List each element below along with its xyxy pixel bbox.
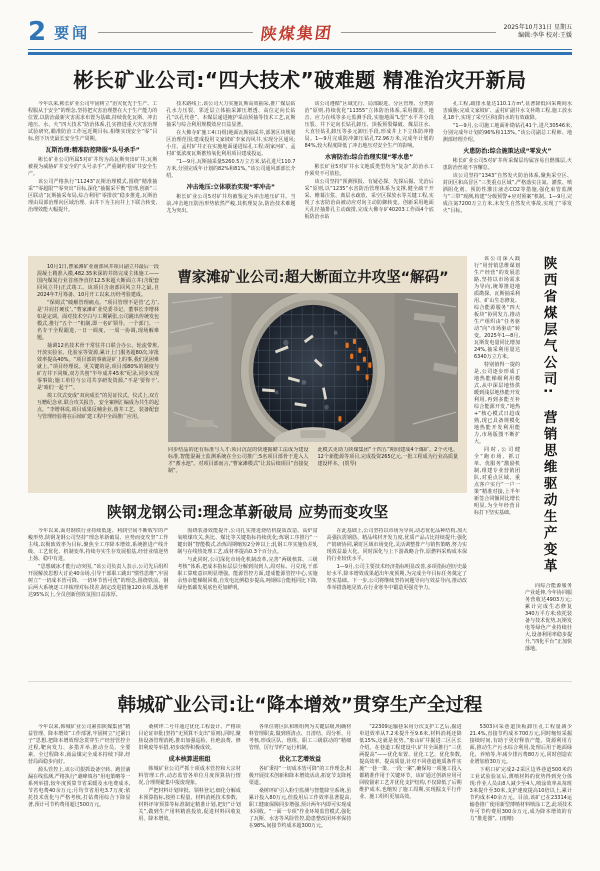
- body-paragraph: “保姆式”破解管理痛点。“项目管理不是管‘乙方’,是‘并肩打硬仗’。”曹家滩矿业党委书记、董事长李增林如是定调。面对技术空白与工期紧张,公司跳出传统发包模式,推行“五个一”机制,即一名矿领导、一个部门、一名专干全程跟进,一日一调度、一周一协调,现场解难题。: [37, 300, 159, 341]
- body-paragraph: 各矿秉持“一切成本皆可降”的工作理念,积极开展技术创新和降本增效活动,拓宽节支降耗渠道。: [248, 766, 352, 786]
- article-column: [525, 583, 572, 674]
- body-paragraph: 严把材料计划审批、领料登记,细化分解成本预算指标,按照工程量、材料消耗技术参数、材料评审预算等标准制定精准计划,把好“计划关”,做到生产用料精准投放,促进材料回收复用、降本增效。: [138, 788, 241, 822]
- editor-credits: 编辑:李华 校对:王媛: [518, 32, 573, 39]
- article-column: [359, 724, 461, 871]
- body-paragraph: 向综合能源服务产业延伸,今年协同服务营收达4903万元;累计完成生态修复340万平方米;依托装备与技术优势,瓦斯发电等绿色产业持续壮大,设备利用率稳步提升,“四化平台”正加快落地。: [525, 583, 572, 653]
- photo-caption: [168, 447, 458, 485]
- body-paragraph: 该公司深入践行“用营销思维谋划生产经营”的发展思路,坚持以市场需求为导向,统筹推进地质勘探、瓦斯抽采利用、矿山生态修复、综合能源服务“四大板块”协同发力,推动生产组织由“任务驱动”向“市场驱动”转变。2025年1—8月,瓦斯发电量同比增加24%,抽采利用量达6340万立方米。: [474, 256, 520, 360]
- article-column: [327, 528, 467, 674]
- article-hancheng: [28, 681, 572, 871]
- column-subhead: 成本核算进班组: [168, 756, 211, 763]
- article-binchang-body: [28, 101, 572, 249]
- body-paragraph: 在大佛寺矿施工4口(组)地面瓦斯抽采井,部署区块规划区治理范围;建成投用文家坡矿李家沟风井,实现分区通风;小庄、孟村矿井正在实施地面递进钻孔工程;胡家河矿、孟村矿低浓度瓦斯蓄热氧化利用项目建成投运。: [166, 130, 296, 157]
- column-subhead: 优化工艺增效益: [279, 756, 322, 763]
- article-column: [28, 724, 130, 871]
- body-paragraph: 各单位将区队和班组列为关键层级,明确材料管理职责,做到班清点、日清结、周分析、月考核,形成区队、班组、职工三级联动的“精细管理、厉行节约”运行机制。: [248, 724, 352, 751]
- middle-band: [28, 256, 572, 674]
- body-paragraph: 在此基础上,公司坚持以市场为导向,动态优化品种结构,加大高强抗震钢筋、精品线材开发力度,优质产品占比持续提升;强化产销研协同,紧盯区域市场变化,灵活调整排产与销售策略,努力实现效益最大化。同时深化与上下游战略合作,原燃料采购成本保持行业较优水平。: [326, 528, 467, 562]
- column-subhead: 冲击地压:立体联治实现“零冲击”: [186, 184, 276, 191]
- body-paragraph: 特别值得一提的是,公司逐步形成了地热能梯级利用模式,从中深层地热供暖到浅层地热能开发利用,再到多能互补综合能源开发,“地热+”核心模式日趋成熟,现已具备规模化地热能开发利用能力,市场版图不断扩大。: [474, 362, 520, 445]
- body-paragraph: 孔工程,疏排水量达110.1万m³,显著降低回采期间水害威胁;完成文家坡矿、孟村矿副井水文补勘工程,施工放水孔18个,实现了采空区积(滞)水的有效疏降。: [442, 101, 572, 121]
- article-column: [249, 724, 351, 871]
- body-paragraph: 彬长矿业公司所属5对矿井均为高瓦斯突出矿井,瓦斯被视为威胁矿井安全的“头号杀手”,严重制约着矿井安全生产。: [28, 157, 158, 177]
- article-longgang-body: [28, 528, 467, 674]
- body-paragraph: 10月1日,曹家滩矿业南部风井项目副立井最后一段混凝土精准入模,482.35米深的井筒完成主体施工——国内煤炭行业首座净直径12.5米超大断面立井(含配套回风立井)正式竣工。该项目含南部回风立井之最,自2024年7月筹备、10月开工以来,历经考验建成。: [37, 264, 159, 298]
- body-paragraph: 桑树坪矿引入粉尘监测与智能降尘系统,虽累计投入80万元,但投用后工作效率显著提高,职工健康保障同步增强,预计两年内即可实现成本回收。“一面一专项”作业环境监管模式,强化了瓦斯、水害等风险管控,隐患整改闭环率保持在98%,间接节约成本超300万元。: [248, 788, 352, 829]
- article-column: [138, 724, 240, 871]
- shaft-construction-photo: [168, 293, 458, 442]
- body-paragraph: 今年以来,彬长矿业公司牢固树立“治灾优先于生产、工程服从于安全”的理念,坚持把灾害治理摆在大于生产能力的位置,以防治最新灾害需求布置为基础,持续优化瓦斯、冲击地压、水、火“四大技术”防治体系,扎实推进重大灾害治理试验研究,瞄准防治工作远近期目标,相继实现安全“零”目标,创下历史最长安全生产周期。: [28, 101, 158, 142]
- body-paragraph: 同时,公司健全“跑市场、抓订单、优服务”激励机制,组建专业营销团队,对重点区域、重点客户实行“一户一策”精准对接,上半年新签合同额同比增长明显,为全年经营目标打下坚实基础。: [474, 447, 520, 516]
- header-divider-right: [341, 32, 496, 33]
- body-paragraph: 该公司遵循“区域先行、局部跟进、分区管理、分类防治”原则,持续优化“11355”立体防治体系,采用微震、地音、应力在线等多元监测手段,实施地面“L型”水平井分段压裂、井下定向长钻孔卸压、顶板预裂爆破、煤层注水、大直径钻孔卸压等多元卸压手段,形成井上下立体防冲格局。1—9月完成防冲卸压钻孔72.96万米,完成年计划的84%,较大程度降低了冲击地压对安全生产的影响。: [304, 101, 434, 149]
- article-longgang: [28, 493, 467, 674]
- body-paragraph: 该公司坚持“1343”自然发火防治体系,聚焦采空区、封闭区和高冒区“三类重点区域”,严格落实注氮、灌浆、喷洒阻化剂、预防性灌注液态CO2等措施,强化束管监测与“三带”观测,构建“分级预警+应对预案”机制。1—9月,完成注氮7200万立方米,未发生自然发火事故,实现了“零发火”目标。: [442, 173, 572, 214]
- shaft-photo-art: [168, 293, 458, 442]
- feature-headline: 曹家滩矿业公司:超大断面立井攻坚“解码”: [177, 270, 449, 286]
- body-paragraph: 该公司严格执行“11243”瓦斯治理模式,围绕“精准抽采”“零超限”“零突出”目标,深化“抽掘采平衡”管理,创新“三区联动”瓦斯抽采布局,综合利用“零排放”稳步推进,瓦斯治理由局部治理向区域治理、由井下为主向井上下联合转变,治理效能大幅提升。: [28, 179, 158, 213]
- article-column: [443, 101, 572, 249]
- body-paragraph: 桑树坪二号井通过优化工程设计、严格项目论证审批(坚持“无预算不支出”原则),同时,聚焦设备管理消耗,推出加强巡检、杜绝浪费、修旧利废等举措,初步取得积极成效。: [138, 724, 241, 751]
- column-subhead: 水害防治:综合治理实现“零水患”: [324, 154, 414, 161]
- article-column: [305, 101, 434, 249]
- section-name: 要闻: [54, 23, 91, 42]
- body-paragraph: “1—9月,瓦斯抽采量5260.5万立方米,钻孔进尺110.7万米,分别完成年计划的82%和81%。”该公司通风部部长介绍。: [166, 159, 296, 179]
- article-meicengqi-headline-bottom: 营销思维驱动生产变革: [540, 410, 557, 576]
- body-paragraph: 竣工仪式变成“双向成长”的见证仪式。仪式上,双方互赠纪念章,联合攻关报告、安全案例汇编成为共生的起点。“李增林说,项目成果反哺企业,凿井工艺、装备配套与管理经验将在后续矿建工程中全面推广应用。: [37, 393, 159, 420]
- caption-column: [168, 447, 309, 485]
- article-column: [28, 101, 157, 249]
- body-paragraph: “22309运输巷采用分次支护工艺后,掘进单进效率从7.2米提升至9.6米,材料消耗还降低15%,这就是优势。”象山矿井掘进二区区长介绍。在巷道工程建设中,矿井全面推行“三优两提高”——优化布置、优化工艺、优化参数,提高效率、提高质量,针对不同巷道地质条件实施“一巷一策、一段一案”,确保每一项施工投入都精准作用于关键环节。该矿通过创新应用可回收锚索工艺并优化支护结构,不仅降低了后期维护成本,也缩短了施工周期,实现掘支平行作业、施工组织更加高效。: [359, 724, 462, 800]
- article-column: [28, 528, 168, 674]
- body-paragraph: 今年以来,面对钢铁行业持续低迷、利润空间不断收窄的严峻形势,陕钢龙钢公司坚持“理念革新破局、应势而变攻坚”工作主线,以极致效率为目标,聚焦全工序降本增效,系统推进产线升级、工艺优化、机制变革,持续夯实生存发展根基,经营业绩逆势上扬、稳中有进。: [28, 528, 169, 562]
- caption-column: [318, 447, 459, 485]
- body-paragraph: 此模式更助力陕煤集团“十四五”期间建成4个煤矿、2个火电、12个新能源等项目,完成投资265亿元,一批工程成为行业高质量建设样本。(贺琴): [317, 447, 458, 467]
- header-meta: [504, 24, 572, 40]
- body-paragraph: 彬长矿业公司5对矿井所采煤层均属容易自燃煤层,火患防治丝毫不容懈怠。: [442, 158, 572, 171]
- header-divider-left: [98, 32, 253, 33]
- article-column: [177, 528, 317, 674]
- article-meicengqi: [474, 256, 572, 674]
- header-rule: [28, 49, 572, 55]
- article-column: [470, 724, 572, 871]
- article-longgang-headline: 陕钢龙钢公司:理念革新破局 应势而变攻坚: [106, 503, 389, 521]
- body-paragraph: 1—9月,公司主要技术经济指标明显改善,多项指标创历史最好水平,降本增效成果超出年度预期,为完成全年目标任务奠定了坚实基础。下一步,公司将继续坚持问题导向与效益导向,推动改革举措落地见效,在行业寒冬中锻造更强竞争力。: [326, 564, 467, 591]
- article-column: [474, 256, 520, 674]
- feature-caojiatan: [28, 256, 467, 493]
- article-column: [166, 101, 295, 249]
- body-paragraph: 与此同时,公司深化市场化机制改革,完善“两级核算、三级考核”体系,把成本指标层层分解到岗到人,周对标、月兑现,干部职工算账意识明显增强。能源管控方面,建成能源管控中心,实施余热余能梯级回收,自发电比例稳步提高,吨钢综合能耗同比下降,绿色低碳发展底色更加鲜明。: [177, 557, 318, 591]
- article-binchang-headline: 彬长矿业公司:“四大技术”破难题 精准治灾开新局: [73, 68, 527, 92]
- article-binchang: [28, 64, 572, 249]
- body-paragraph: 抽调12名技术骨干常驻井口联合办公、轮流带班,开放实验室、化验室等资源,累计上门服务超80次,审批效率提高40%。“项目部的事就是矿上的事,我们见困难就上。”项目经理说。更关键的是,项目部80%的制度与矿方井下同频,双方共创“半年成井45米”纪录,同步实现零事故;施工单位与公司共享研发资源,“不是‘要你干’,是‘咱们一起干’”。: [37, 343, 159, 391]
- article-hancheng-body: [28, 724, 572, 871]
- body-paragraph: 源头管控上,该公司狠抓设备空转、跑冒滴漏在线监测,严格执行“避峰填谷”用电策略等一系列举措,较年度预算节省采暖及水电费成本,节省电费40余万元;月均节省用电3.7万度;依托技术优化与严格考核,打钻费用综合下降显著,预计可节约费用超过500万元。: [28, 767, 131, 808]
- body-paragraph: 围绕装备效能提升,公司扎实推进烧结机提质改造、高炉富氧喷煤攻关,焦比、煤比等关键指标持续优化;炼钢工序推行“一键出钢”智能模式,冶炼周期缩短2分钟以上;轧钢工序实施负差轧制与在线热处理工艺,成材率提高0.3个百分点。: [177, 528, 318, 555]
- column-subhead: 火患防治:综合施策达成“零发火”: [463, 148, 552, 155]
- body-paragraph: 技术路线上,该公司大力实施瓦斯高效抽采,推广煤层钻孔水力压裂、邻近层立体抽采卸压增透、高位定向长钻孔“以孔代巷”、本煤层递进掩护采前预抽等技术工艺,瓦斯抽采与综合利用规模效应日益显著。: [166, 101, 296, 128]
- body-paragraph: 5303回采巷道顶板卸压孔工程量减少21.4%,直接节约成本700万元,同时缩短采掘接续时间,有助于更好释放产能。资源利用方面,推动生产污水综合利用,处理后用于地面绿化、养殖等,年减少排污费80万元,同时创造农业增加值30万元。: [469, 724, 572, 765]
- body-paragraph: 韩城矿业公司严抓十项成本管控和大宗材料管理工作,动态监管各单位月度预算执行情况,合理规避集中报废现象。: [138, 766, 241, 786]
- article-hancheng-headline: 韩城矿业公司:让“降本增效”贯穿生产全过程: [117, 695, 483, 716]
- page-number: 2: [28, 17, 47, 47]
- body-paragraph: 彬长矿业5对矿井水文地质类型均为“复杂”,防治水工作须臾不可放松。: [304, 164, 434, 177]
- column-subhead: 瓦斯治理:精准防控降服“头号杀手”: [45, 147, 140, 154]
- feature-left-column: [37, 264, 159, 485]
- body-paragraph: 同步结晶的还有标准与人才:项目沉淀的快速掘砌工法成为建设标准,智能混凝土监测系统在全公司推广;5名项目部骨干进入人才“蓄水池”。对项目部而言,“曹家滩模式”让其后续项目“直接复制”。: [168, 447, 309, 474]
- body-paragraph: 彬长矿业公司5对矿井均被鉴定为冲击地压矿井。当前,冲击地压防治形势依然严峻,其机理复杂,防治技术难题尤为突出。: [166, 194, 296, 214]
- body-paragraph: 下峪口矿完成2-2采区边界巷道500米的工业试验验证后,薄喷材料的优势得到充分体现:作业人员由8人减少至4人,喷涂效率从每班3米提升至30米,支护速度提高10倍以上,累计节约成本40余万元。目前,该矿已在23314运输巷推广使用新型薄喷材料喷涂工艺,此项技术年可节约费用300余万元,成为降本增效的有力“推进器”。(雨晴): [469, 767, 572, 822]
- masthead-logo: 陕煤集团: [259, 22, 334, 44]
- body-paragraph: 该公司坚持“预测预报、有疑必探、先探后掘、先治后采”原则,以“1235”水害防治管理体系为支撑,健全疏干开采、帷幕注浆、离层水疏放、采空区探放水等关键工程,实现了水害防治由被动应对向主动防御转变。创新采用地面大孔径抽排孔主动疏排,完成大佛寺矿40203工作面4个底板防治水钻: [304, 179, 434, 220]
- page-header: [28, 18, 572, 55]
- body-paragraph: “思想破冰才能行动突围。”该公司负责人表示,公司先后组织开展解放思想大讨论40余场,引导干部职工跳出“惯性思维”,牢固树立“一切成本皆可降、一切环节皆可优”的理念,围绕铁前、钢后两大系统逐工序梳理对标找差,制定改进措施120余项,落地率达95%以上,全员创新创效氛围日益浓厚。: [28, 564, 169, 598]
- article-meicengqi-headline-top: 陕西省煤层气公司:: [540, 256, 557, 397]
- body-paragraph: 今年以来,韩城矿业公司紧扣陕煤集团“精益管理、降本增效”工作部署,牢固树立“过紧日子”思想,把降本增效理念贯穿生产经营管控全过程,靶向发力、多措并举,推动全员、全要素、全过程降本,商品煤完全成本持续下降,经营局面稳步向好。: [28, 724, 131, 765]
- body-paragraph: “1—9月,公司施工地面补勘钻孔41个,进尺30546米,分别完成年计划的96%和113%。”该公司副总工程师、地测部经理介绍。: [442, 123, 572, 143]
- issue-date: 2025年10月31日 星期五: [503, 24, 573, 31]
